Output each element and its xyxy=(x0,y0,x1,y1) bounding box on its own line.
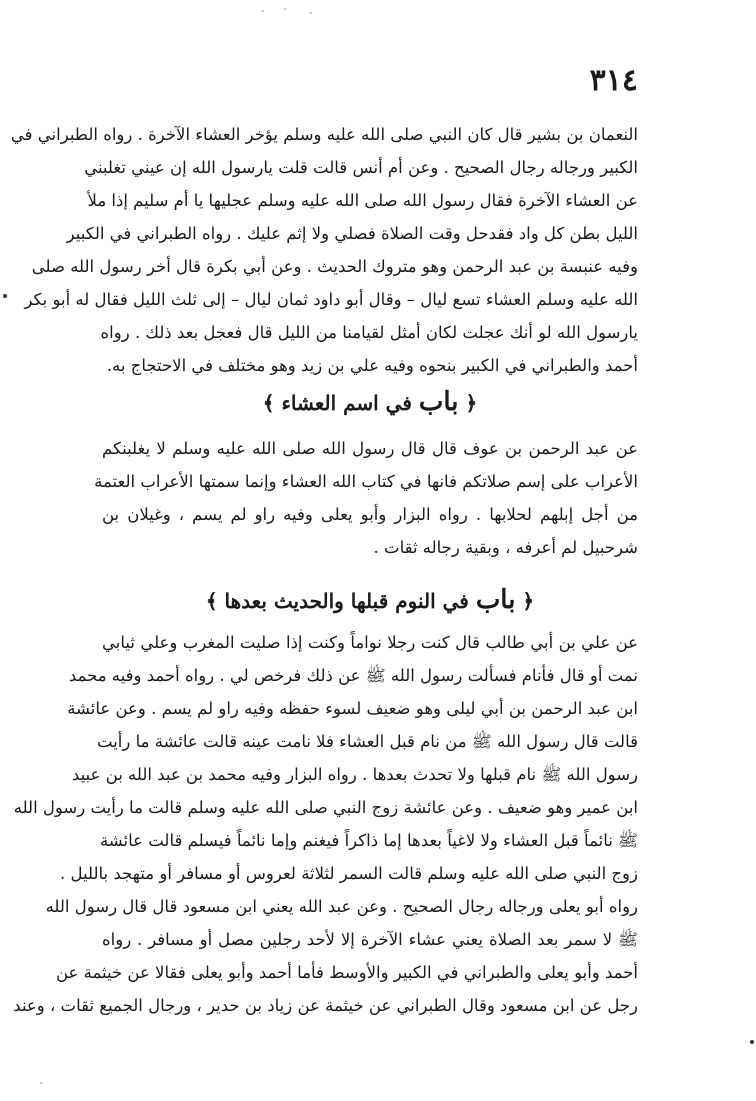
heading-bracket-close: ﴾ xyxy=(205,589,218,613)
text-line: عن العشاء الآخرة فقال رسول الله صلى الله عليه وسلم عجليها يا أم سليم إذا ملأ xyxy=(87,191,638,210)
text-line: الكبير ورجاله رجال الصحيح . وعن أم أنس قالت قلت يارسول الله إن عيني تغلبني xyxy=(84,158,638,177)
text-line: نمت أو قال فأنام فسألت رسول الله ﷺ عن ذلك فرخص لي . رواه أحمد وفيه محمد xyxy=(68,666,638,685)
paragraph-block-1 xyxy=(10,118,638,382)
text-line: ﷺ نائماً قبل العشاء ولا لاغياً بعدها إما ذاكراً فيغنم وإما نائماً فيسلم قالت عائشة xyxy=(99,831,638,850)
text-line: رسول الله ﷺ نام قبلها ولا تحدث بعدها . رواه البزار وفيه محمد بن عبد الله بن عبيد xyxy=(71,765,638,784)
text-line: ﷺ لا سمر بعد الصلاة يعني عشاء الآخرة إلا لأحد رجلين مصل أو مسافر . رواه xyxy=(102,930,638,949)
scan-mark xyxy=(750,1040,754,1044)
scan-mark xyxy=(3,294,7,298)
text-line: الليل بطن كل واد فقدحل وقت الصلاة فصلي ولا إثم عليك . رواه الطبراني في الكبير xyxy=(66,224,638,243)
section-heading-sleep-before xyxy=(102,582,638,618)
heading-title: في اسم العشاء xyxy=(281,391,412,415)
paragraph-block-2 xyxy=(94,432,638,564)
heading-bracket-open: ﴿ xyxy=(465,391,478,415)
heading-title: في النوم قبلها والحديث بعدها xyxy=(224,589,469,613)
text-line: النعمان بن بشير قال كان النبي صلى الله عليه وسلم يؤخر العشاء الآخرة . رواه الطبراني في xyxy=(10,125,638,144)
text-line: الأعراب على إسم صلاتكم فانها في كتاب الله العشاء وإنما سمتها الأعراب العتمة xyxy=(94,472,638,491)
text-line: أحمد وأبو يعلى والطبراني في الكبير والأوسط فأما أحمد وأبو يعلى فقالا عن خيثمة عن xyxy=(55,963,638,982)
text-line: قالت قال رسول الله ﷺ من نام قبل العشاء فلا نامت عينه قالت عائشة ما رأيت xyxy=(97,732,638,751)
text-line: وفيه عنبسة بن عبد الرحمن وهو متروك الحديث . وعن أبي بكرة قال أخر رسول الله صلى xyxy=(31,257,638,276)
text-line: رجل عن ابن مسعود وقال الطبراني عن خيثمة عن زياد بن حدير ، ورجال الجميع ثقات ، وعند xyxy=(13,996,638,1015)
section-heading-isha-name xyxy=(102,384,638,420)
heading-bab: باب xyxy=(475,585,516,615)
text-line: رواه أبو يعلى ورجاله رجال الصحيح . وعن عبد الله يعني ابن مسعود قال قال رسول الله xyxy=(45,897,638,916)
text-line: من أجل إبلهم لحلابها . رواه البزار وأبو يعلى وفيه راو لم يسم ، وغيلان بن xyxy=(102,505,638,524)
text-line: أحمد والطبراني في الكبير بنحوه وفيه علي بن زيد وهو مختلف في الاحتجاج به. xyxy=(106,356,638,375)
text-line: يارسول الله لو أنك عجلت لكان أمثل لقيامنا من الليل قال فعجل بعد ذلك . رواه xyxy=(100,323,638,342)
text-line: عن علي بن أبي طالب قال كنت رجلا نواماً وكنت إذا صليت المغرب وعلي ثيابي xyxy=(102,633,638,652)
heading-bab: باب xyxy=(418,387,459,417)
heading-bracket-close: ﴾ xyxy=(262,391,275,415)
scan-speck xyxy=(284,8,286,10)
scan-speck xyxy=(40,1082,42,1084)
text-line: زوج النبي صلى الله عليه وسلم قالت السمر لثلاثة لعروس أو مسافر أو متهجد بالليل . xyxy=(60,864,638,883)
scan-speck xyxy=(310,12,312,14)
text-line: ابن عبد الرحمن بن أبي ليلى وهو ضعيف لسوء حفظه وفيه راو لم يسم . وعن عائشة xyxy=(67,699,638,718)
heading-bracket-open: ﴿ xyxy=(522,589,535,613)
text-line: عن عبد الرحمن بن عوف قال قال رسول الله صلى الله عليه وسلم لا يغلبنكم xyxy=(102,439,638,458)
text-line: الله عليه وسلم العشاء تسع ليال – وقال أبو داود ثمان ليال – إلى ثلث الليل فقال له أبو بكر xyxy=(24,290,638,309)
scan-speck xyxy=(262,10,264,12)
paragraph-block-3 xyxy=(13,626,638,1022)
page-number: ٣١٤ xyxy=(589,63,638,98)
text-line: ابن عمير وهو ضعيف . وعن عائشة زوج النبي صلى الله عليه وسلم قالت ما رأيت رسول الله xyxy=(13,798,638,817)
text-line: شرحبيل لم أعرفه ، وبقية رجاله ثقات . xyxy=(373,538,638,557)
